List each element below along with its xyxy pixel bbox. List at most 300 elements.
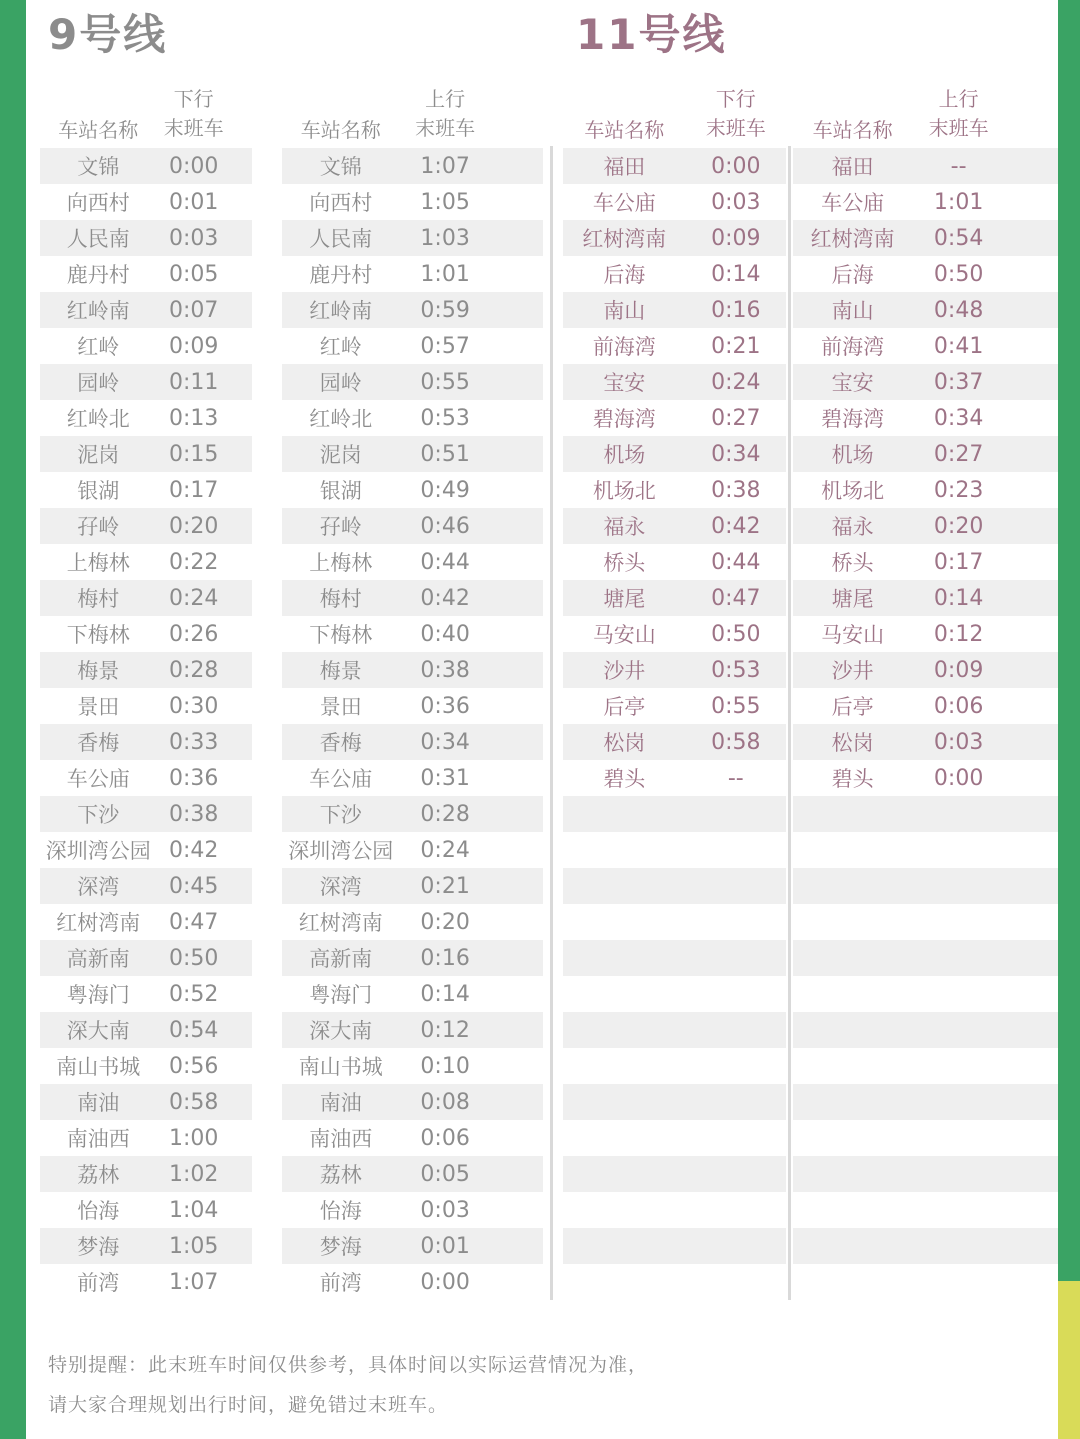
table-row bbox=[282, 904, 543, 940]
right-accent-bar-green bbox=[1058, 0, 1080, 1281]
table-row bbox=[40, 436, 252, 472]
time-cell: 0:42 bbox=[711, 513, 761, 539]
time-cell: 0:27 bbox=[933, 441, 984, 467]
table-row bbox=[793, 616, 1058, 652]
station-cell: 前海湾 bbox=[821, 335, 885, 359]
time-cell: 0:00 bbox=[933, 765, 984, 791]
table-row bbox=[282, 436, 543, 472]
station-cell: 碧海湾 bbox=[821, 407, 885, 431]
station-cell: 向西村 bbox=[309, 191, 373, 215]
table-row bbox=[563, 832, 786, 868]
table-row bbox=[282, 544, 543, 580]
station-cell: 红岭北 bbox=[309, 407, 373, 431]
station-cell: 下沙 bbox=[77, 803, 120, 827]
table-row bbox=[282, 256, 543, 292]
station-cell: 红岭 bbox=[319, 335, 362, 359]
table-row bbox=[563, 1228, 786, 1264]
left-accent-bar bbox=[0, 0, 26, 1439]
station-cell: 马安山 bbox=[821, 623, 885, 647]
table-row bbox=[40, 652, 252, 688]
station-cell: 向西村 bbox=[66, 191, 130, 215]
station-cell: 荔林 bbox=[77, 1163, 120, 1187]
table-row bbox=[793, 328, 1058, 364]
table-row bbox=[793, 1192, 1058, 1228]
table-row bbox=[793, 724, 1058, 760]
table-row bbox=[563, 1084, 786, 1120]
table-row bbox=[40, 760, 252, 796]
time-cell: 0:15 bbox=[168, 441, 219, 467]
table-row bbox=[282, 616, 543, 652]
table-row bbox=[282, 508, 543, 544]
station-cell: 梦海 bbox=[319, 1235, 362, 1259]
station-cell: 红树湾南 bbox=[298, 911, 383, 935]
line9-down-rows bbox=[40, 148, 252, 1300]
station-cell: 深圳湾公园 bbox=[288, 839, 394, 863]
table-row bbox=[40, 796, 252, 832]
time-cell: 0:54 bbox=[168, 1017, 219, 1043]
table-row bbox=[793, 364, 1058, 400]
station-cell: 南山书城 bbox=[298, 1055, 383, 1079]
table-row bbox=[40, 1084, 252, 1120]
table-row bbox=[793, 976, 1058, 1012]
time-cell: 0:06 bbox=[420, 1125, 470, 1151]
station-cell: 机场北 bbox=[821, 479, 885, 503]
table-row bbox=[563, 1192, 786, 1228]
station-cell: 鹿丹村 bbox=[309, 263, 373, 287]
direction-last-train-header bbox=[912, 85, 1005, 143]
station-cell: 怡海 bbox=[77, 1199, 120, 1223]
station-cell: 深大南 bbox=[309, 1019, 373, 1043]
station-cell: 桥头 bbox=[831, 551, 874, 575]
station-cell: 孖岭 bbox=[77, 515, 120, 539]
time-cell: 1:05 bbox=[420, 189, 470, 215]
time-cell: 0:28 bbox=[168, 657, 219, 683]
table-row bbox=[793, 508, 1058, 544]
time-cell: 0:58 bbox=[168, 1089, 219, 1115]
station-cell: 下梅林 bbox=[309, 623, 373, 647]
station-cell: 红树湾南 bbox=[810, 227, 895, 251]
table-row bbox=[40, 544, 252, 580]
time-cell: 0:23 bbox=[933, 477, 984, 503]
station-cell: 上梅林 bbox=[309, 551, 373, 575]
table-row bbox=[282, 1048, 543, 1084]
table-row bbox=[40, 364, 252, 400]
station-cell: 文锦 bbox=[319, 155, 362, 179]
direction-last-train-header bbox=[399, 85, 490, 143]
table-row bbox=[563, 508, 786, 544]
table-row bbox=[793, 220, 1058, 256]
station-cell: 福永 bbox=[603, 515, 646, 539]
table-row bbox=[793, 1264, 1058, 1300]
last-train-header: 末班车 bbox=[415, 116, 476, 140]
station-cell: 桥头 bbox=[603, 551, 646, 575]
table-row bbox=[793, 1228, 1058, 1264]
direction-last-train-header bbox=[686, 85, 786, 143]
table-row bbox=[282, 868, 543, 904]
station-cell: 香梅 bbox=[319, 731, 362, 755]
table-header bbox=[282, 76, 543, 148]
station-cell: 车公庙 bbox=[309, 767, 373, 791]
time-cell: 1:01 bbox=[933, 189, 984, 215]
time-cell: 0:50 bbox=[933, 261, 984, 287]
time-cell: 0:10 bbox=[420, 1053, 470, 1079]
station-cell: 红树湾南 bbox=[582, 227, 667, 251]
time-cell: 0:05 bbox=[420, 1161, 470, 1187]
station-cell: 红岭南 bbox=[309, 299, 373, 323]
table-row bbox=[40, 220, 252, 256]
station-cell: 粤海门 bbox=[309, 983, 373, 1007]
station-cell: 怡海 bbox=[319, 1199, 362, 1223]
time-cell: 0:51 bbox=[420, 441, 470, 467]
time-cell: 0:09 bbox=[711, 225, 761, 251]
station-cell: 高新南 bbox=[66, 947, 130, 971]
time-cell: 0:24 bbox=[168, 585, 219, 611]
station-cell: 上梅林 bbox=[66, 551, 130, 575]
station-cell: 南油 bbox=[319, 1091, 362, 1115]
table-row bbox=[563, 904, 786, 940]
station-cell: 园岭 bbox=[319, 371, 362, 395]
time-cell: 0:45 bbox=[168, 873, 219, 899]
time-cell: 0:00 bbox=[711, 153, 761, 179]
direction-header: 下行 bbox=[173, 87, 214, 111]
table-row bbox=[793, 184, 1058, 220]
table-row bbox=[282, 832, 543, 868]
table-row bbox=[282, 292, 543, 328]
time-cell: 1:01 bbox=[420, 261, 470, 287]
time-cell: -- bbox=[727, 765, 744, 791]
station-cell: 塘尾 bbox=[831, 587, 874, 611]
time-cell: 0:20 bbox=[933, 513, 984, 539]
time-cell: 0:52 bbox=[168, 981, 219, 1007]
station-cell: 南山 bbox=[603, 299, 646, 323]
line11-up-rows bbox=[793, 148, 1058, 1300]
station-cell: 后亭 bbox=[603, 695, 646, 719]
table-row bbox=[282, 724, 543, 760]
time-cell: -- bbox=[950, 153, 967, 179]
station-cell: 孖岭 bbox=[319, 515, 362, 539]
table-row bbox=[40, 400, 252, 436]
time-cell: 0:53 bbox=[711, 657, 761, 683]
time-cell: 0:31 bbox=[420, 765, 470, 791]
time-cell: 0:26 bbox=[168, 621, 219, 647]
table-row bbox=[793, 760, 1058, 796]
time-cell: 0:03 bbox=[933, 729, 984, 755]
table-row bbox=[793, 436, 1058, 472]
table-row bbox=[40, 184, 252, 220]
station-cell: 前湾 bbox=[77, 1271, 120, 1295]
table-row bbox=[563, 472, 786, 508]
table-row bbox=[563, 796, 786, 832]
station-cell: 梅景 bbox=[77, 659, 120, 683]
time-cell: 0:21 bbox=[420, 873, 470, 899]
table-row bbox=[40, 292, 252, 328]
station-cell: 马安山 bbox=[592, 623, 656, 647]
table-row bbox=[282, 760, 543, 796]
time-cell: 0:17 bbox=[168, 477, 219, 503]
station-cell: 沙井 bbox=[603, 659, 646, 683]
table-row bbox=[563, 148, 786, 184]
station-cell: 南油西 bbox=[66, 1127, 130, 1151]
line11-up-table bbox=[793, 76, 1058, 1300]
station-cell: 深湾 bbox=[77, 875, 120, 899]
table-row bbox=[793, 1120, 1058, 1156]
station-cell: 梦海 bbox=[77, 1235, 120, 1259]
table-row bbox=[40, 868, 252, 904]
time-cell: 0:58 bbox=[711, 729, 761, 755]
time-cell: 0:09 bbox=[933, 657, 984, 683]
table-row bbox=[793, 832, 1058, 868]
table-row bbox=[40, 832, 252, 868]
station-cell: 深湾 bbox=[319, 875, 362, 899]
table-row bbox=[40, 472, 252, 508]
table-row bbox=[793, 904, 1058, 940]
time-cell: 0:38 bbox=[711, 477, 761, 503]
time-cell: 0:05 bbox=[168, 261, 219, 287]
table-row bbox=[40, 688, 252, 724]
station-cell: 梅村 bbox=[319, 587, 362, 611]
time-cell: 0:22 bbox=[168, 549, 219, 575]
table-row bbox=[563, 976, 786, 1012]
direction-header: 下行 bbox=[715, 87, 756, 111]
table-row bbox=[563, 544, 786, 580]
time-cell: 0:00 bbox=[168, 153, 219, 179]
station-cell: 梅村 bbox=[77, 587, 120, 611]
station-cell: 碧海湾 bbox=[592, 407, 656, 431]
table-row bbox=[793, 868, 1058, 904]
station-cell: 车公庙 bbox=[66, 767, 130, 791]
table-row bbox=[40, 1156, 252, 1192]
time-cell: 0:48 bbox=[933, 297, 984, 323]
station-cell: 泥岗 bbox=[319, 443, 362, 467]
table-row bbox=[793, 544, 1058, 580]
table-row bbox=[40, 1048, 252, 1084]
table-row bbox=[563, 724, 786, 760]
table-row bbox=[793, 940, 1058, 976]
time-cell: 0:03 bbox=[420, 1197, 470, 1223]
time-cell: 0:46 bbox=[420, 513, 470, 539]
station-name-header: 车站名称 bbox=[300, 118, 381, 142]
table-row bbox=[563, 760, 786, 796]
table-row bbox=[282, 364, 543, 400]
station-cell: 塘尾 bbox=[603, 587, 646, 611]
station-cell: 宝安 bbox=[831, 371, 874, 395]
table-row bbox=[793, 148, 1058, 184]
table-row bbox=[40, 1264, 252, 1300]
station-cell: 车公庙 bbox=[821, 191, 885, 215]
table-row bbox=[282, 1156, 543, 1192]
time-cell: 0:14 bbox=[711, 261, 761, 287]
time-cell: 0:14 bbox=[933, 585, 984, 611]
station-cell: 粤海门 bbox=[66, 983, 130, 1007]
notice-line-1: 特别提醒：此末班车时间仅供参考，具体时间以实际运营情况为准， bbox=[48, 1354, 649, 1376]
station-cell: 红岭北 bbox=[66, 407, 130, 431]
time-cell: 0:42 bbox=[420, 585, 470, 611]
table-row bbox=[793, 1156, 1058, 1192]
time-cell: 0:03 bbox=[168, 225, 219, 251]
notice-line-2: 请大家合理规划出行时间，避免错过末班车。 bbox=[48, 1394, 449, 1416]
station-cell: 前海湾 bbox=[592, 335, 656, 359]
table-row bbox=[40, 616, 252, 652]
station-cell: 下沙 bbox=[319, 803, 362, 827]
station-cell: 福田 bbox=[603, 155, 646, 179]
station-name-header: 车站名称 bbox=[58, 118, 139, 142]
time-cell: 0:42 bbox=[168, 837, 219, 863]
table-row bbox=[793, 400, 1058, 436]
station-cell: 景田 bbox=[319, 695, 362, 719]
table-row bbox=[40, 976, 252, 1012]
table-row bbox=[282, 1120, 543, 1156]
time-cell: 0:41 bbox=[933, 333, 984, 359]
time-cell: 0:36 bbox=[420, 693, 470, 719]
station-name-header: 车站名称 bbox=[812, 118, 893, 142]
table-row bbox=[40, 1228, 252, 1264]
time-cell: 0:16 bbox=[711, 297, 761, 323]
time-cell: 0:07 bbox=[168, 297, 219, 323]
table-row bbox=[282, 184, 543, 220]
table-row bbox=[563, 1120, 786, 1156]
station-cell: 机场 bbox=[831, 443, 874, 467]
station-cell: 人民南 bbox=[66, 227, 130, 251]
time-cell: 0:50 bbox=[168, 945, 219, 971]
line9-up-table bbox=[282, 76, 543, 1300]
station-name-header: 车站名称 bbox=[584, 118, 665, 142]
station-cell: 文锦 bbox=[77, 155, 120, 179]
time-cell: 0:00 bbox=[420, 1269, 470, 1295]
table-row bbox=[563, 688, 786, 724]
table-row bbox=[40, 508, 252, 544]
station-cell: 泥岗 bbox=[77, 443, 120, 467]
station-cell: 梅景 bbox=[319, 659, 362, 683]
time-cell: 0:47 bbox=[711, 585, 761, 611]
station-cell: 碧头 bbox=[603, 767, 646, 791]
time-cell: 0:34 bbox=[933, 405, 984, 431]
table-row bbox=[40, 724, 252, 760]
time-cell: 1:00 bbox=[168, 1125, 219, 1151]
table-row bbox=[282, 652, 543, 688]
time-cell: 0:53 bbox=[420, 405, 470, 431]
time-cell: 1:07 bbox=[168, 1269, 219, 1295]
station-cell: 红岭南 bbox=[66, 299, 130, 323]
table-row bbox=[282, 976, 543, 1012]
station-cell: 松岗 bbox=[603, 731, 646, 755]
time-cell: 0:55 bbox=[420, 369, 470, 395]
station-cell: 下梅林 bbox=[66, 623, 130, 647]
station-cell: 机场北 bbox=[592, 479, 656, 503]
time-cell: 0:08 bbox=[420, 1089, 470, 1115]
table-row bbox=[282, 688, 543, 724]
station-cell: 红岭 bbox=[77, 335, 120, 359]
station-cell: 高新南 bbox=[309, 947, 373, 971]
direction-header: 上行 bbox=[938, 87, 979, 111]
station-cell: 银湖 bbox=[319, 479, 362, 503]
table-row bbox=[563, 616, 786, 652]
station-cell: 南山 bbox=[831, 299, 874, 323]
time-cell: 0:50 bbox=[711, 621, 761, 647]
table-header bbox=[563, 76, 786, 148]
table-row bbox=[563, 184, 786, 220]
time-cell: 1:03 bbox=[420, 225, 470, 251]
table-row bbox=[563, 364, 786, 400]
table-row bbox=[40, 904, 252, 940]
table-row bbox=[282, 940, 543, 976]
time-cell: 0:20 bbox=[420, 909, 470, 935]
line9-down-table bbox=[40, 76, 252, 1300]
table-row bbox=[793, 796, 1058, 832]
time-cell: 0:33 bbox=[168, 729, 219, 755]
station-cell: 沙井 bbox=[831, 659, 874, 683]
time-cell: 0:12 bbox=[420, 1017, 470, 1043]
table-row bbox=[793, 580, 1058, 616]
time-cell: 0:17 bbox=[933, 549, 984, 575]
time-cell: 0:38 bbox=[168, 801, 219, 827]
station-cell: 后亭 bbox=[831, 695, 874, 719]
table-row bbox=[282, 148, 543, 184]
time-cell: 0:14 bbox=[420, 981, 470, 1007]
table-header bbox=[40, 76, 252, 148]
station-cell: 深大南 bbox=[66, 1019, 130, 1043]
table-row bbox=[563, 1264, 786, 1300]
time-cell: 0:03 bbox=[711, 189, 761, 215]
table-row bbox=[40, 940, 252, 976]
time-cell: 0:30 bbox=[168, 693, 219, 719]
table-row bbox=[563, 868, 786, 904]
table-row bbox=[40, 328, 252, 364]
table-row bbox=[563, 652, 786, 688]
time-cell: 0:24 bbox=[711, 369, 761, 395]
line11-title: 11号线 bbox=[576, 10, 727, 59]
station-cell: 园岭 bbox=[77, 371, 120, 395]
time-cell: 0:20 bbox=[168, 513, 219, 539]
table-row bbox=[793, 1012, 1058, 1048]
table-header bbox=[793, 76, 1058, 148]
table-row bbox=[282, 1228, 543, 1264]
table-row bbox=[563, 292, 786, 328]
last-train-header: 末班车 bbox=[163, 116, 224, 140]
table-row bbox=[793, 688, 1058, 724]
table-row bbox=[563, 580, 786, 616]
time-cell: 0:57 bbox=[420, 333, 470, 359]
time-cell: 0:38 bbox=[420, 657, 470, 683]
right-accent-bar-yellow bbox=[1058, 1281, 1080, 1439]
time-cell: 0:06 bbox=[933, 693, 984, 719]
time-cell: 0:55 bbox=[711, 693, 761, 719]
station-cell: 后海 bbox=[831, 263, 874, 287]
line9-up-rows bbox=[282, 148, 543, 1300]
station-cell: 福永 bbox=[831, 515, 874, 539]
table-row bbox=[563, 328, 786, 364]
table-row bbox=[40, 256, 252, 292]
table-row bbox=[40, 148, 252, 184]
station-cell: 银湖 bbox=[77, 479, 120, 503]
last-train-header: 末班车 bbox=[705, 116, 766, 140]
station-cell: 后海 bbox=[603, 263, 646, 287]
table-row bbox=[282, 220, 543, 256]
station-cell: 碧头 bbox=[831, 767, 874, 791]
time-cell: 0:16 bbox=[420, 945, 470, 971]
table-row bbox=[563, 220, 786, 256]
station-cell: 景田 bbox=[77, 695, 120, 719]
last-train-header: 末班车 bbox=[928, 116, 989, 140]
table-row bbox=[40, 1192, 252, 1228]
table-row bbox=[563, 1048, 786, 1084]
column-divider bbox=[550, 146, 553, 1300]
table-row bbox=[793, 256, 1058, 292]
time-cell: 0:09 bbox=[168, 333, 219, 359]
station-cell: 南山书城 bbox=[56, 1055, 141, 1079]
table-row bbox=[563, 400, 786, 436]
time-cell: 0:12 bbox=[933, 621, 984, 647]
station-cell: 鹿丹村 bbox=[66, 263, 130, 287]
